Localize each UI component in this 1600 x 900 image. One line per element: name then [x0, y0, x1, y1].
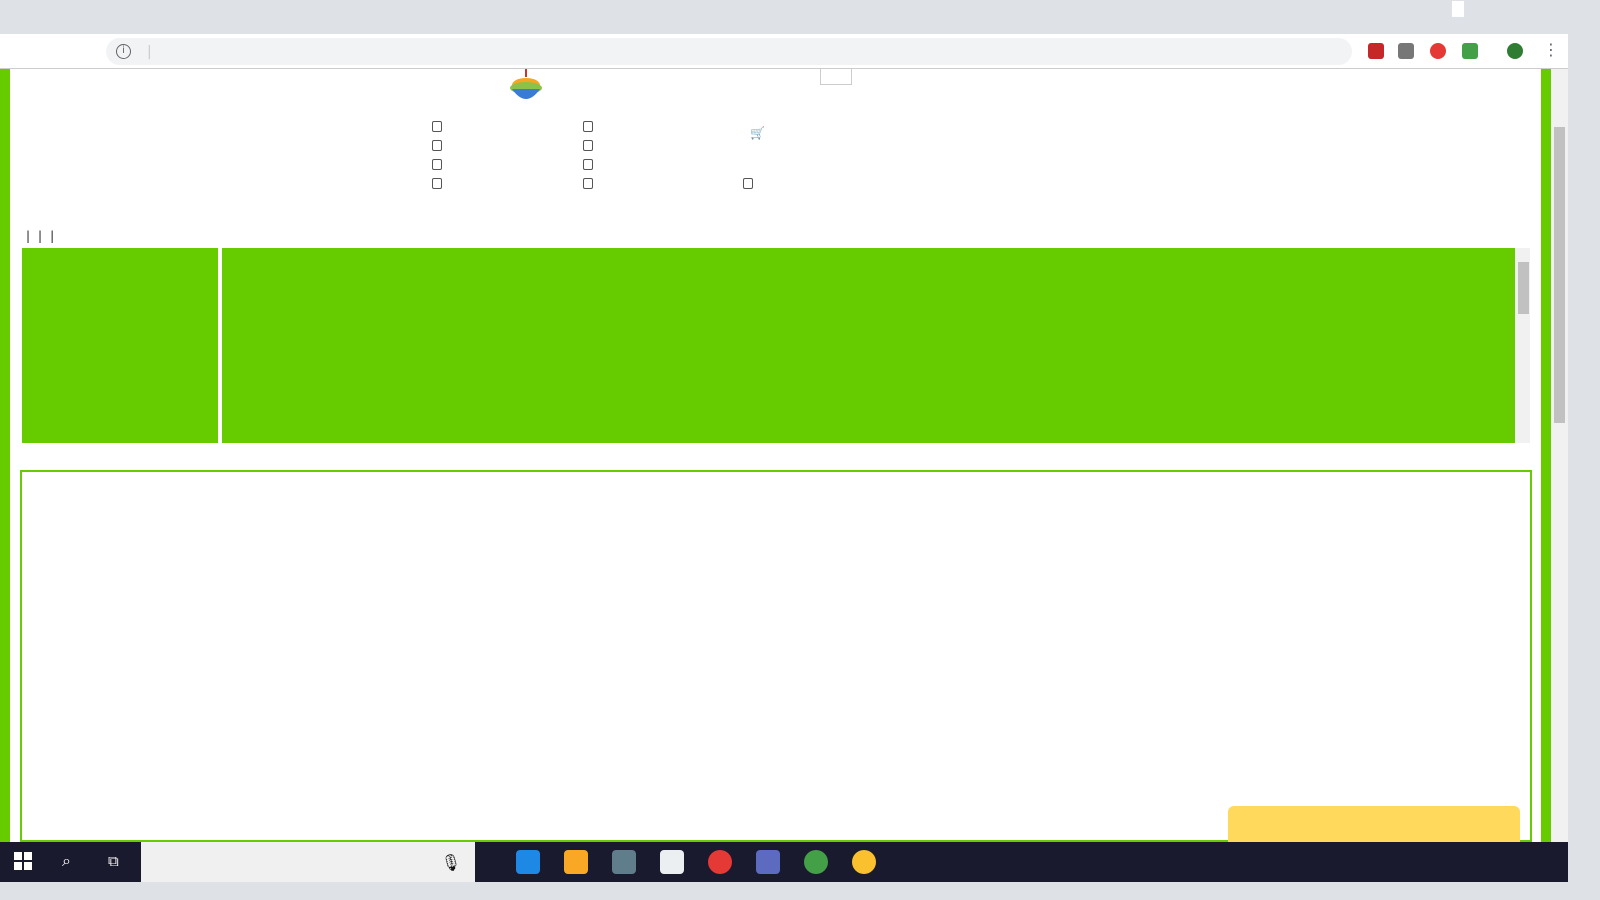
blog-icon	[432, 159, 442, 170]
cart-block[interactable]	[750, 126, 765, 141]
adblock-extension-icon[interactable]	[1368, 43, 1384, 59]
browser-tab-bar	[0, 0, 1568, 34]
briefcase-extension-icon[interactable]	[1398, 43, 1414, 59]
menu-profile-link[interactable]	[432, 140, 445, 153]
menu-blog-manage-link[interactable]	[583, 159, 596, 172]
chrome-icon[interactable]	[852, 850, 876, 874]
menu-users-link[interactable]	[583, 121, 596, 134]
yandex-browser-icon[interactable]	[708, 850, 732, 874]
menu-blog-news-link[interactable]	[583, 178, 596, 191]
file-explorer-icon[interactable]	[564, 850, 588, 874]
browser-profile-name[interactable]	[1452, 1, 1464, 17]
logout-icon	[743, 178, 753, 189]
browser-menu-icon[interactable]: ⋮	[1543, 40, 1559, 59]
windows-start-icon[interactable]	[14, 852, 32, 870]
edge-icon[interactable]	[516, 850, 540, 874]
puzzle-extension-icon[interactable]	[1462, 43, 1478, 59]
jivosite-chat-widget[interactable]	[1228, 806, 1520, 842]
mail-icon[interactable]	[660, 850, 684, 874]
info-icon[interactable]: i	[116, 44, 131, 59]
messages-icon	[583, 140, 593, 151]
page-scroll-thumb[interactable]	[1554, 127, 1565, 423]
store-icon[interactable]	[612, 850, 636, 874]
utorrent-icon[interactable]	[804, 850, 828, 874]
forums-table	[20, 470, 1532, 842]
app-icon[interactable]	[756, 850, 780, 874]
blog-news-icon	[583, 178, 593, 189]
task-view-icon[interactable]: ⧉	[108, 852, 119, 870]
left-green-border	[0, 69, 10, 842]
sverki-subnav: | | |	[26, 229, 55, 243]
address-separator: |	[147, 43, 152, 60]
search-icon	[432, 121, 442, 132]
sverki-scroll-thumb[interactable]	[1518, 262, 1529, 314]
page-viewport	[0, 69, 1568, 842]
spinning-top-logo-icon	[508, 69, 544, 107]
address-toolbar	[0, 34, 1568, 69]
profile-icon	[432, 140, 442, 151]
google-plus-button[interactable]	[820, 69, 852, 85]
microphone-icon[interactable]: 🎙	[440, 852, 461, 872]
search-icon[interactable]: ⌕	[62, 851, 71, 870]
blogs-icon	[432, 178, 442, 189]
sverki-panel	[222, 248, 1530, 443]
calendar-widget	[22, 248, 218, 443]
address-bar[interactable]	[106, 38, 1352, 65]
menu-my-blog-link[interactable]	[432, 159, 445, 172]
menu-blogs-link[interactable]	[432, 178, 445, 191]
right-green-border	[1541, 69, 1551, 842]
yandex-extension-icon[interactable]	[1430, 43, 1446, 59]
logout-link[interactable]	[743, 178, 756, 191]
windows-taskbar	[0, 842, 1568, 882]
blog-manage-icon	[583, 159, 593, 170]
user-avatar-icon[interactable]	[1507, 43, 1523, 59]
taskbar-search-box[interactable]	[141, 842, 475, 882]
users-icon	[583, 121, 593, 132]
menu-messages-link[interactable]	[583, 140, 596, 153]
menu-search-link[interactable]	[432, 121, 445, 134]
cart-icon: 🛒	[750, 126, 765, 140]
